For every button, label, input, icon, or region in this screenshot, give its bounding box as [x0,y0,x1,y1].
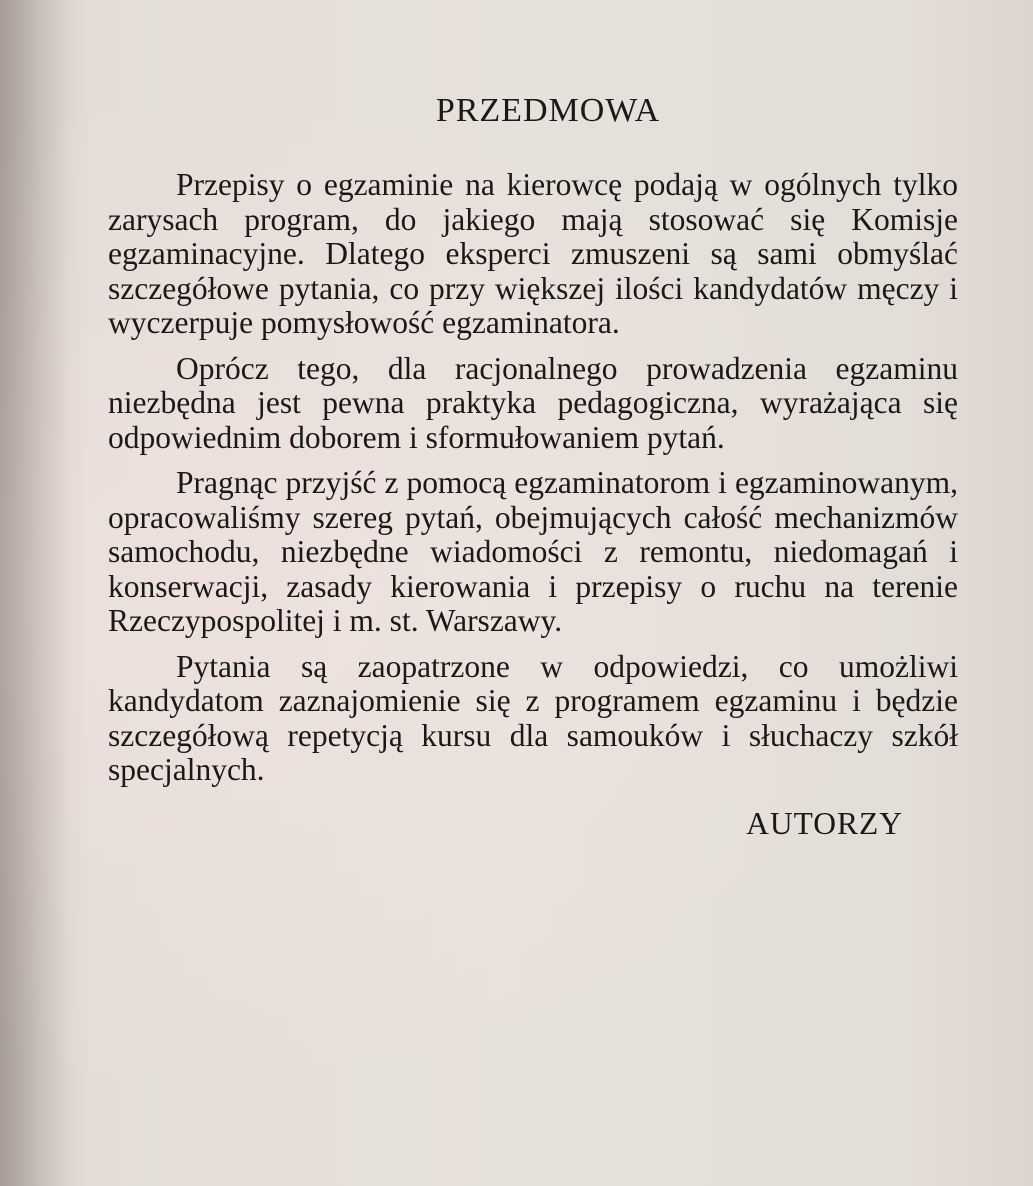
signature: AUTORZY [746,805,903,841]
page-content [108,92,958,842]
page-gutter-shadow [0,0,70,1186]
paragraph-3: Pragnąc przyjść z pomocą egzaminatorom i egzaminowanym, opracowaliśmy szereg pytań, obejmujących całość mechanizmów samochodu, niezbędne wiadomości z remontu, niedomagań i konserwacji, zasady kierowania i przepisy o ruchu na terenie Rzeczypospolitej i m. st. Warszawy. [108,465,958,638]
paragraph-1: Przepisy o egzaminie na kierowcę podają w ogólnych tylko zarysach program, do jakiego mają stosować się Komisje egzaminacyjne. Dlatego eksperci zmuszeni są sami obmyślać szczegółowe pytania, co przy większej ilości kandydatów męczy i wyczerpuje pomysłowość egzaminatora. [108,167,958,340]
page-title: PRZEDMOWA [435,92,661,129]
paragraph-2: Oprócz tego, dla racjonalnego prowadzenia egzaminu niezbędna jest pewna praktyka pedagogiczna, wyrażająca się odpowiednim doborem i sformułowaniem pytań. [108,350,958,455]
paragraph-4: Pytania są zaopatrzone w odpowiedzi, co umożliwi kandydatom zaznajomienie się z programem egzaminu i będzie szczegółową repetycją kursu dla samouków i słuchaczy szkół specjalnych. [108,648,958,787]
